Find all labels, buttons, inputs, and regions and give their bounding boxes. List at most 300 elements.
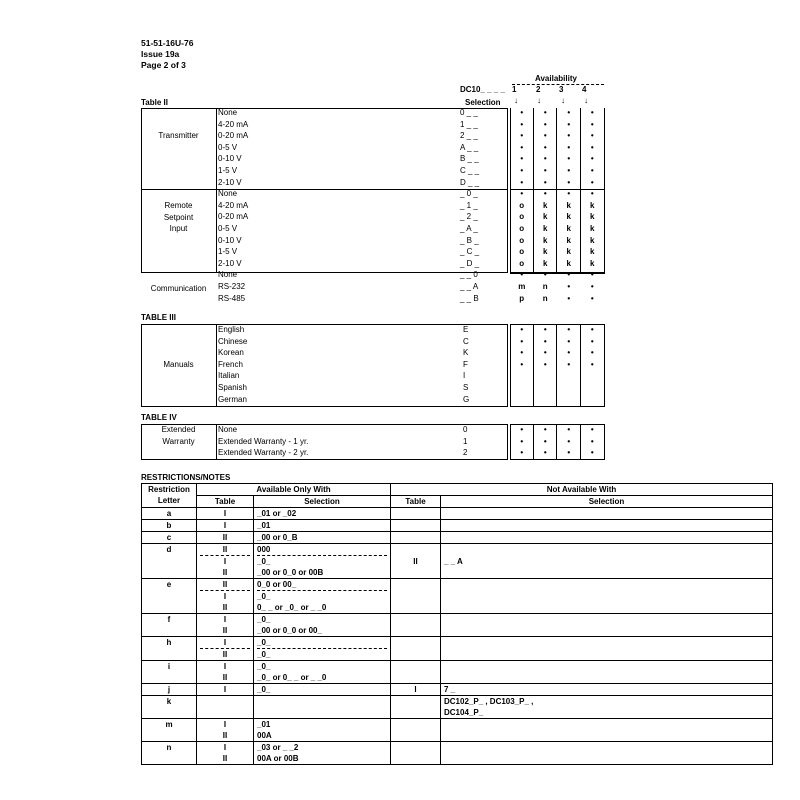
selection-code: 0 bbox=[463, 425, 468, 434]
option-label: 1-5 V bbox=[218, 165, 238, 175]
option-label: None bbox=[218, 189, 238, 199]
selection-label: Selection bbox=[465, 98, 501, 107]
restriction-table-value: II bbox=[222, 754, 228, 763]
restriction-selection-value: 7 _ bbox=[444, 685, 456, 694]
availability-row bbox=[510, 200, 605, 212]
availability-mark: • bbox=[520, 425, 524, 434]
restriction-selection-cell bbox=[254, 742, 391, 765]
availability-mark: o bbox=[519, 258, 525, 268]
selection-code: F bbox=[463, 359, 468, 369]
availability-mark: • bbox=[543, 436, 547, 446]
availability-mark: • bbox=[590, 154, 594, 164]
restriction-row bbox=[142, 719, 773, 742]
option-label: 4-20 mA bbox=[218, 119, 249, 129]
availability-row bbox=[510, 177, 605, 189]
restriction-table-value: I bbox=[414, 685, 417, 694]
availability-mark: • bbox=[590, 281, 594, 291]
availability-row bbox=[510, 336, 605, 348]
restriction-selection-value: _0_ bbox=[257, 615, 271, 624]
table-iv-codes bbox=[463, 424, 467, 459]
restriction-table-cell bbox=[391, 520, 441, 532]
restriction-table-cell bbox=[391, 579, 441, 614]
selection-code: _ 1 _ bbox=[460, 200, 478, 210]
option-label: None bbox=[218, 108, 238, 117]
availability-mark: • bbox=[543, 359, 547, 369]
restriction-table-value: I bbox=[223, 509, 227, 518]
option-label: None bbox=[218, 425, 238, 434]
restriction-table-cell bbox=[197, 637, 254, 661]
availability-mark: • bbox=[590, 336, 594, 346]
availability-row bbox=[510, 347, 605, 359]
availability-mark: • bbox=[590, 436, 594, 446]
availability-mark: k bbox=[566, 212, 571, 222]
availability-mark: • bbox=[520, 165, 524, 175]
availability-mark: • bbox=[567, 108, 571, 117]
availability-mark: • bbox=[567, 131, 571, 141]
availability-mark: • bbox=[543, 131, 547, 141]
table-ii-codes bbox=[460, 107, 479, 304]
restriction-selection-cell bbox=[254, 579, 391, 614]
restriction-row bbox=[142, 520, 773, 532]
restriction-table-value: I bbox=[223, 743, 227, 752]
availability-col-1: 1 bbox=[512, 85, 517, 94]
availability-mark: k bbox=[590, 258, 595, 268]
restriction-selection-value: _00 or 0_0 or 00_ bbox=[257, 626, 322, 635]
restriction-table-cell bbox=[391, 684, 441, 696]
availability-row bbox=[510, 246, 605, 258]
restriction-selection-value: _0_ bbox=[257, 662, 271, 671]
availability-row bbox=[510, 324, 605, 336]
restriction-selection-value: 0_0 or 00_ bbox=[257, 580, 297, 589]
restriction-table-cell bbox=[391, 661, 441, 684]
restriction-selection-value: _0_ bbox=[257, 638, 271, 647]
availability-row bbox=[510, 165, 605, 177]
availability-mark: • bbox=[590, 425, 594, 434]
group-label-transmitter: Transmitter bbox=[158, 131, 199, 140]
selection-code: 1 _ _ bbox=[460, 119, 478, 129]
restriction-selection-cell bbox=[254, 637, 391, 661]
restriction-table-value: II bbox=[222, 626, 228, 635]
restriction-row bbox=[142, 684, 773, 696]
option-label: 2-10 V bbox=[218, 258, 242, 268]
availability-mark: • bbox=[543, 108, 547, 117]
restriction-letter: i bbox=[142, 661, 197, 684]
restriction-letter: j bbox=[142, 684, 197, 696]
selection-code: C _ _ bbox=[460, 165, 480, 175]
availability-mark: • bbox=[543, 165, 547, 175]
restriction-selection-cell bbox=[254, 544, 391, 579]
restriction-table-value: I bbox=[223, 662, 227, 671]
availability-mark: • bbox=[590, 131, 594, 141]
selection-code: _ _ 0 bbox=[460, 270, 478, 280]
restriction-selection-cell bbox=[441, 696, 773, 719]
table-iv-title: TABLE IV bbox=[141, 413, 177, 422]
availability-mark: k bbox=[566, 235, 571, 245]
availability-mark: k bbox=[566, 258, 571, 268]
availability-mark: k bbox=[590, 212, 595, 222]
restriction-table-cell bbox=[391, 719, 441, 742]
restriction-table-cell bbox=[197, 614, 254, 637]
availability-mark: • bbox=[543, 154, 547, 164]
restriction-table-cell bbox=[391, 532, 441, 544]
restriction-selection-cell bbox=[441, 508, 773, 520]
restriction-letter: m bbox=[142, 719, 197, 742]
not-available-with-header: Not Available With bbox=[391, 484, 773, 496]
restriction-table-value: II bbox=[222, 603, 228, 612]
availability-mark: • bbox=[590, 448, 594, 458]
restriction-table-cell bbox=[391, 637, 441, 661]
restriction-row bbox=[142, 637, 773, 661]
availability-mark: • bbox=[567, 348, 571, 358]
availability-mark: • bbox=[590, 359, 594, 369]
restriction-table-value: I bbox=[223, 521, 227, 530]
manuals-options bbox=[218, 324, 247, 405]
availability-row bbox=[510, 188, 605, 200]
availability-mark: • bbox=[543, 325, 547, 334]
availability-mark: k bbox=[566, 200, 571, 210]
group-label-remote-setpoint: Remote Setpoint Input bbox=[163, 201, 194, 234]
table-iii-availability bbox=[510, 324, 605, 405]
availability-mark: • bbox=[543, 425, 547, 434]
restriction-table-cell bbox=[197, 579, 254, 614]
availability-mark: k bbox=[590, 223, 595, 233]
availability-row bbox=[510, 436, 605, 448]
availability-row bbox=[510, 119, 605, 131]
selection-code: _ _ B bbox=[460, 293, 479, 303]
restrictions-table bbox=[141, 483, 773, 765]
restriction-selection-cell bbox=[254, 520, 391, 532]
table-header: Table bbox=[391, 496, 441, 508]
availability-mark: p bbox=[519, 293, 525, 303]
restriction-selection-cell bbox=[254, 532, 391, 544]
restriction-table-value: II bbox=[222, 580, 228, 589]
restriction-selection-value: _0_ bbox=[257, 590, 387, 602]
restriction-row bbox=[142, 508, 773, 520]
selection-code: K bbox=[463, 348, 469, 358]
availability-mark: • bbox=[520, 359, 524, 369]
warranty-options bbox=[218, 424, 308, 459]
availability-mark: • bbox=[590, 142, 594, 152]
table-header: Table bbox=[197, 496, 254, 508]
selection-code: 2 bbox=[463, 448, 468, 458]
restriction-table-cell bbox=[197, 696, 254, 719]
restriction-selection-cell bbox=[441, 684, 773, 696]
selection-code: C bbox=[463, 336, 469, 346]
selection-code: _ _ A bbox=[460, 281, 479, 291]
availability-mark bbox=[581, 382, 605, 394]
restriction-letter: f bbox=[142, 614, 197, 637]
restriction-selection-cell bbox=[441, 579, 773, 614]
restriction-row bbox=[142, 614, 773, 637]
option-label: 1-5 V bbox=[218, 247, 238, 257]
restriction-table-value: I bbox=[223, 685, 227, 694]
restriction-letter: b bbox=[142, 520, 197, 532]
availability-row bbox=[510, 293, 605, 305]
availability-row bbox=[510, 153, 605, 165]
restriction-table-cell bbox=[391, 508, 441, 520]
restriction-selection-cell bbox=[441, 532, 773, 544]
restriction-letter-header: Restriction Letter bbox=[142, 484, 197, 508]
availability-col-2: 2 bbox=[536, 85, 541, 94]
restriction-selection-cell bbox=[254, 661, 391, 684]
restriction-selection-value: _0_ bbox=[257, 648, 387, 660]
selection-code: _ 2 _ bbox=[460, 212, 478, 222]
selection-code: E bbox=[463, 325, 469, 334]
availability-mark: • bbox=[520, 119, 524, 129]
arrow-down-icon: ↓ bbox=[537, 96, 541, 105]
option-label: French bbox=[218, 359, 243, 369]
restriction-table-cell bbox=[197, 508, 254, 520]
selection-code: B _ _ bbox=[460, 154, 479, 164]
option-label: 0-20 mA bbox=[218, 212, 249, 222]
availability-mark: k bbox=[566, 247, 571, 257]
selection-code: I bbox=[463, 371, 466, 381]
availability-mark: • bbox=[590, 119, 594, 129]
availability-mark: • bbox=[567, 154, 571, 164]
option-label: 4-20 mA bbox=[218, 200, 249, 210]
restriction-table-cell bbox=[197, 520, 254, 532]
restriction-table-value: II bbox=[222, 568, 228, 577]
restriction-selection-value: DC102_P_ , DC103_P_ , DC104_P_ bbox=[444, 697, 534, 717]
availability-mark: • bbox=[590, 348, 594, 358]
group-label-extended-warranty: Extended Warranty bbox=[161, 425, 196, 446]
option-label: 0-5 V bbox=[218, 223, 238, 233]
availability-mark: • bbox=[543, 448, 547, 458]
availability-mark bbox=[534, 370, 558, 382]
availability-mark: • bbox=[520, 448, 524, 458]
availability-mark bbox=[510, 370, 534, 382]
restriction-letter: n bbox=[142, 742, 197, 765]
restriction-table-value: I bbox=[223, 638, 227, 647]
availability-mark: • bbox=[520, 131, 524, 141]
availability-mark: • bbox=[567, 119, 571, 129]
availability-mark bbox=[510, 394, 534, 406]
restriction-letter: a bbox=[142, 508, 197, 520]
availability-mark: • bbox=[567, 189, 571, 199]
availability-row bbox=[510, 223, 605, 235]
restriction-row bbox=[142, 696, 773, 719]
availability-mark: • bbox=[590, 293, 594, 303]
availability-mark: • bbox=[567, 325, 571, 334]
restriction-selection-value: 000 bbox=[257, 545, 271, 554]
restriction-row bbox=[142, 544, 773, 579]
restriction-selection-value: _0_ bbox=[257, 555, 387, 567]
availability-mark: k bbox=[566, 223, 571, 233]
table-ii-availability bbox=[510, 107, 605, 304]
availability-mark: k bbox=[543, 258, 548, 268]
availability-mark bbox=[557, 394, 581, 406]
selection-code: 1 bbox=[463, 436, 468, 446]
restriction-letter: h bbox=[142, 637, 197, 661]
restriction-selection-cell bbox=[254, 508, 391, 520]
option-label: RS-485 bbox=[218, 293, 246, 303]
selection-code: S bbox=[463, 382, 469, 392]
restriction-selection-value: _00 or 0_B bbox=[257, 533, 298, 542]
restriction-table-cell bbox=[391, 696, 441, 719]
selection-code: 0 _ _ bbox=[460, 108, 478, 117]
restriction-table-value: II bbox=[222, 533, 228, 542]
restriction-row bbox=[142, 532, 773, 544]
option-label: Korean bbox=[218, 348, 244, 358]
restriction-table-cell bbox=[197, 719, 254, 742]
availability-mark: k bbox=[543, 200, 548, 210]
restriction-selection-cell bbox=[441, 742, 773, 765]
availability-mark: o bbox=[519, 223, 525, 233]
table-iii-title: TABLE III bbox=[141, 313, 176, 322]
restriction-letter: k bbox=[142, 696, 197, 719]
availability-mark: o bbox=[519, 212, 525, 222]
option-label: Extended Warranty - 1 yr. bbox=[218, 436, 309, 446]
availability-mark: • bbox=[567, 293, 571, 303]
availability-mark: k bbox=[543, 223, 548, 233]
availability-row bbox=[510, 359, 605, 371]
option-label: 0-5 V bbox=[218, 142, 238, 152]
option-label: Spanish bbox=[218, 382, 247, 392]
availability-row bbox=[510, 424, 605, 436]
availability-mark bbox=[534, 382, 558, 394]
availability-row bbox=[510, 107, 605, 119]
restriction-selection-cell bbox=[441, 614, 773, 637]
availability-mark: o bbox=[519, 235, 525, 245]
selection-code: _ B _ bbox=[460, 235, 479, 245]
availability-mark: • bbox=[520, 436, 524, 446]
restriction-selection-value: 00A bbox=[257, 731, 272, 740]
availability-mark: • bbox=[567, 177, 571, 187]
availability-row bbox=[510, 447, 605, 459]
availability-mark: • bbox=[520, 177, 524, 187]
availability-mark: • bbox=[590, 165, 594, 175]
restriction-selection-value: _01 bbox=[257, 521, 271, 530]
restriction-letter: e bbox=[142, 579, 197, 614]
availability-mark bbox=[557, 382, 581, 394]
availability-mark bbox=[581, 370, 605, 382]
selection-code: _ A _ bbox=[460, 223, 478, 233]
availability-row bbox=[510, 235, 605, 247]
option-label: 2-10 V bbox=[218, 177, 242, 187]
selection-code: 2 _ _ bbox=[460, 131, 478, 141]
availability-columns bbox=[512, 84, 604, 94]
option-label: German bbox=[218, 394, 247, 404]
availability-mark: o bbox=[519, 200, 525, 210]
group-label-manuals: Manuals bbox=[163, 360, 194, 369]
document-number: 51-51-16U-76 bbox=[141, 38, 194, 48]
restriction-table-cell bbox=[197, 544, 254, 579]
option-label: English bbox=[218, 325, 245, 334]
availability-mark: k bbox=[543, 212, 548, 222]
availability-mark: • bbox=[567, 281, 571, 291]
selection-code: D _ _ bbox=[460, 177, 480, 187]
restrictions-title: RESTRICTIONS/NOTES bbox=[141, 473, 231, 482]
availability-mark: • bbox=[520, 189, 524, 199]
availability-mark: • bbox=[520, 108, 524, 117]
model-code: DC10_ _ _ _ bbox=[460, 85, 505, 94]
arrow-down-icon: ↓ bbox=[561, 96, 565, 105]
restriction-selection-cell bbox=[441, 719, 773, 742]
availability-mark: • bbox=[520, 270, 524, 280]
availability-mark: • bbox=[590, 270, 594, 280]
restriction-table-value: II bbox=[200, 648, 250, 660]
restriction-table-value: II bbox=[413, 556, 418, 566]
restriction-selection-cell bbox=[441, 661, 773, 684]
restriction-selection-value: _ _ A bbox=[444, 556, 463, 566]
arrow-down-icon: ↓ bbox=[584, 96, 588, 105]
availability-mark: • bbox=[543, 142, 547, 152]
availability-mark bbox=[534, 394, 558, 406]
availability-mark: k bbox=[543, 247, 548, 257]
option-label: Italian bbox=[218, 371, 240, 381]
availability-mark: • bbox=[567, 270, 571, 280]
restriction-selection-cell bbox=[441, 544, 773, 579]
availability-mark: • bbox=[520, 336, 524, 346]
availability-mark: • bbox=[567, 359, 571, 369]
availability-mark: • bbox=[520, 142, 524, 152]
availability-col-4: 4 bbox=[582, 85, 587, 94]
availability-mark: k bbox=[590, 247, 595, 257]
availability-row bbox=[510, 382, 605, 394]
table-ii-title: Table II bbox=[141, 98, 168, 107]
selection-code: _ C _ bbox=[460, 247, 480, 257]
option-label: RS-232 bbox=[218, 281, 246, 291]
availability-mark: • bbox=[567, 142, 571, 152]
option-label: Chinese bbox=[218, 336, 248, 346]
restriction-row bbox=[142, 742, 773, 765]
availability-row bbox=[510, 258, 605, 270]
restriction-table-cell bbox=[197, 661, 254, 684]
availability-mark: • bbox=[543, 336, 547, 346]
document-header bbox=[141, 38, 193, 71]
availability-mark: • bbox=[543, 270, 547, 280]
restriction-table-value: I bbox=[200, 590, 250, 602]
restriction-selection-cell bbox=[254, 696, 391, 719]
table-iii-codes bbox=[463, 324, 469, 405]
availability-mark bbox=[510, 382, 534, 394]
restriction-selection-value: _01 bbox=[257, 720, 271, 729]
restriction-selection-cell bbox=[254, 614, 391, 637]
restriction-table-cell bbox=[391, 742, 441, 765]
restriction-table-value: I bbox=[223, 720, 227, 729]
page-label: Page 2 of 3 bbox=[141, 60, 186, 70]
table-iv-availability bbox=[510, 424, 605, 459]
availability-row bbox=[510, 370, 605, 382]
availability-row bbox=[510, 394, 605, 406]
availability-row bbox=[510, 281, 605, 293]
restriction-table-value bbox=[394, 696, 437, 707]
selection-code: _ 0 _ bbox=[460, 189, 478, 199]
restriction-table-value: I bbox=[200, 555, 250, 567]
issue-label: Issue 19a bbox=[141, 49, 180, 59]
availability-mark: n bbox=[542, 293, 548, 303]
restriction-selection-cell bbox=[254, 684, 391, 696]
availability-mark: • bbox=[590, 177, 594, 187]
availability-mark: • bbox=[520, 348, 524, 358]
option-label: Extended Warranty - 2 yr. bbox=[218, 448, 309, 458]
restriction-table-value: II bbox=[222, 673, 228, 682]
restriction-table-cell bbox=[391, 614, 441, 637]
available-only-with-header: Available Only With bbox=[197, 484, 391, 496]
restriction-table-value: II bbox=[222, 731, 228, 740]
availability-mark: • bbox=[543, 189, 547, 199]
restriction-selection-value: _01 or _02 bbox=[257, 509, 297, 518]
availability-title: Availability bbox=[535, 74, 577, 83]
availability-row bbox=[510, 211, 605, 223]
selection-code: A _ _ bbox=[460, 142, 479, 152]
availability-mark: • bbox=[543, 177, 547, 187]
restriction-table-cell bbox=[391, 544, 441, 579]
availability-row bbox=[510, 130, 605, 142]
restriction-selection-cell bbox=[441, 520, 773, 532]
selection-header: Selection bbox=[254, 496, 391, 508]
restriction-selection-cell bbox=[254, 719, 391, 742]
